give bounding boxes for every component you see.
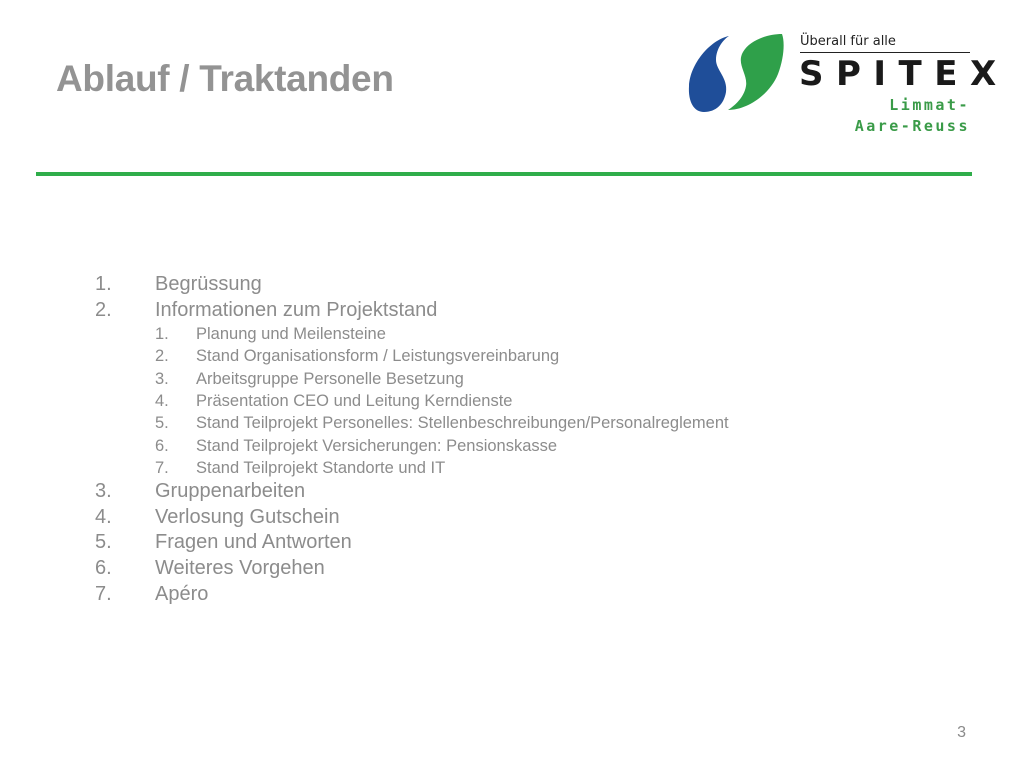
agenda-item-number: 1.: [95, 273, 112, 295]
agenda-sub-item: [155, 435, 729, 457]
agenda-item-number: 5.: [95, 531, 112, 554]
agenda-item: [95, 479, 729, 505]
agenda-item-label: Weiteres Vorgehen: [155, 557, 325, 580]
agenda-sub-item-number: 3.: [155, 369, 169, 388]
agenda-item-label: Apéro: [155, 582, 209, 605]
agenda-item-label: Verlosung Gutschein: [155, 505, 340, 528]
logo-divider: [800, 52, 970, 53]
title-divider: [36, 172, 972, 176]
agenda-item: [95, 530, 729, 556]
logo-region-line-2: Aare-Reuss: [854, 117, 970, 135]
agenda-item: [95, 272, 729, 298]
agenda-sub-item: [155, 390, 729, 412]
agenda-item-label: Begrüssung: [155, 273, 262, 295]
agenda-sub-item-number: 4.: [155, 392, 169, 411]
agenda-sub-item-number: 6.: [155, 436, 169, 455]
agenda-item-number: 6.: [95, 557, 112, 580]
agenda-sub-item-number: 7.: [155, 458, 169, 477]
agenda-item: [95, 505, 729, 531]
slide-title: Ablauf / Traktanden: [56, 58, 394, 99]
agenda-item-label: Fragen und Antworten: [155, 531, 352, 554]
agenda-sub-item-label: Stand Teilprojekt Versicherungen: Pensionskasse: [196, 436, 558, 455]
agenda-item-label: Gruppenarbeiten: [155, 480, 306, 503]
agenda-item-number: 7.: [95, 582, 112, 605]
agenda-sub-item: [155, 368, 729, 390]
agenda-sub-item-label: Stand Organisationsform / Leistungsvereinbarung: [196, 347, 560, 366]
agenda-sub-item: [155, 412, 729, 434]
agenda-item-number: 2.: [95, 298, 112, 321]
agenda-item: [95, 298, 729, 480]
agenda-item-label: Informationen zum Projektstand: [155, 298, 438, 321]
spitex-logo: [686, 28, 1009, 138]
agenda-sub-item-number: 2.: [155, 347, 169, 366]
agenda-item: [95, 556, 729, 582]
agenda-item-number: 4.: [95, 505, 112, 528]
page-number: 3: [957, 724, 966, 741]
agenda-sub-item-number: 5.: [155, 414, 169, 433]
agenda-sub-item-label: Planung und Meilensteine: [196, 325, 386, 344]
agenda-sub-item-label: Präsentation CEO und Leitung Kerndienste: [196, 392, 513, 411]
agenda-sub-item: [155, 345, 729, 367]
agenda-sub-item-label: Stand Teilprojekt Personelles: Stellenbeschreibungen/Personalreglement: [196, 414, 729, 433]
logo-region-line-1: Limmat-: [889, 96, 970, 114]
logo-tagline: Überall für alle: [800, 34, 896, 49]
agenda-sub-item-label: Arbeitsgruppe Personelle Besetzung: [196, 369, 464, 388]
spitex-logo-mark-icon: [686, 30, 786, 114]
agenda-sub-item-number: 1.: [155, 325, 169, 344]
agenda-sub-item: [155, 323, 729, 345]
agenda-sub-item: [155, 457, 729, 479]
agenda-sub-list: [155, 323, 729, 479]
agenda-list: [95, 272, 729, 607]
agenda-item: [95, 582, 729, 608]
agenda-sub-item-label: Stand Teilprojekt Standorte und IT: [196, 458, 446, 477]
logo-name: SPITEX: [799, 54, 1009, 94]
agenda-item-number: 3.: [95, 480, 112, 503]
